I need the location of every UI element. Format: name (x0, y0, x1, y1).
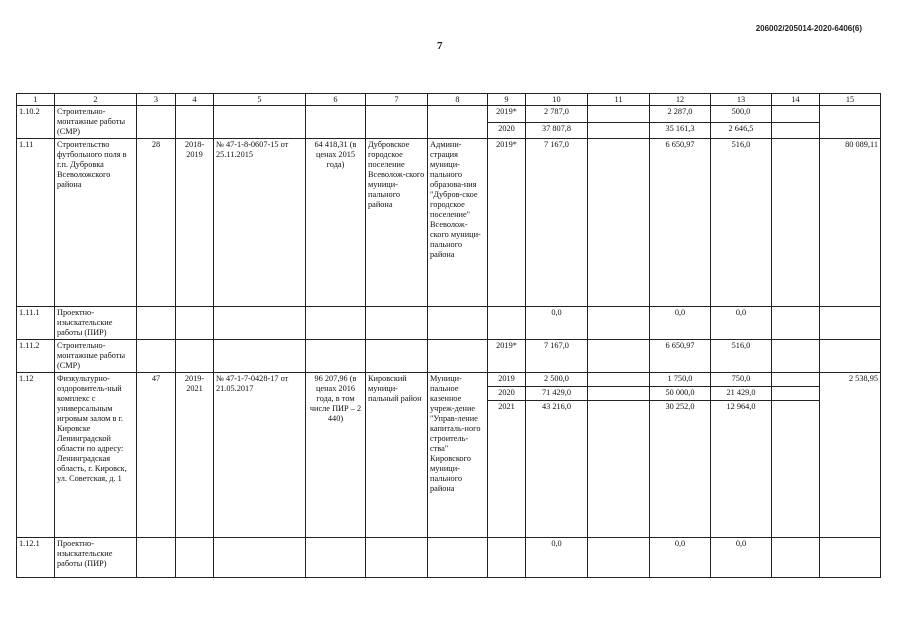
row-code: 1.11 (17, 139, 55, 307)
total-cell: 37 807,8 (526, 122, 588, 139)
local-cell: 0,0 (711, 307, 772, 340)
col-header-6: 6 (306, 94, 366, 106)
balance-cell: 80 089,11 (820, 139, 881, 307)
row-name: Строительство футбольного поля в г.п. Дубровка Всеволожского района (55, 139, 137, 307)
column-number-row (17, 94, 881, 106)
total-cell: 71 429,0 (526, 387, 588, 401)
local-cell: 500,0 (711, 106, 772, 123)
col-header-11: 11 (588, 94, 650, 106)
col-header-7: 7 (366, 94, 428, 106)
municipality-cell: Дубровское городское поселение Всеволож-ского муници-пального района (366, 139, 428, 307)
regional-cell: 50 000,0 (650, 387, 711, 401)
total-cell: 0,0 (526, 538, 588, 578)
page-number: 7 (437, 40, 443, 52)
local-cell: 750,0 (711, 373, 772, 387)
customer-cell: Муници-пальное казенное учреж-дение "Управ-ление капиталь-ного строитель-ства" Кировского муници-пального района (428, 373, 488, 538)
col-header-10: 10 (526, 94, 588, 106)
col-header-4: 4 (176, 94, 214, 106)
col-header-8: 8 (428, 94, 488, 106)
col-header-14: 14 (772, 94, 820, 106)
total-cell: 2 500,0 (526, 373, 588, 387)
cost-cell: 64 418,31 (в ценах 2015 года) (306, 139, 366, 307)
municipality-cell: Кировский муници-пальный район (366, 373, 428, 538)
regional-cell: 30 252,0 (650, 401, 711, 538)
regional-cell: 2 287,0 (650, 106, 711, 123)
local-cell: 2 646,5 (711, 122, 772, 139)
local-cell: 0,0 (711, 538, 772, 578)
row-name: Строительно-монтажные работы (СМР) (55, 340, 137, 373)
table-row (17, 106, 881, 123)
period-cell: 2018-2019 (176, 139, 214, 307)
expertise-cell: № 47-1-7-0428-17 от 21.05.2017 (214, 373, 306, 538)
customer-cell: Админи-страция муници-пального образова-ния "Дубров-ское городское поселение" Всеволож-ского муници-пального района (428, 139, 488, 307)
row-name: Проектно-изыскательские работы (ПИР) (55, 307, 137, 340)
row-code: 1.12 (17, 373, 55, 538)
col-header-1: 1 (17, 94, 55, 106)
expertise-cell: № 47-1-8-0607-15 от 25.11.2015 (214, 139, 306, 307)
period-cell: 2019-2021 (176, 373, 214, 538)
row-code: 1.10.2 (17, 106, 55, 139)
row-name: Проектно-изыскательские работы (ПИР) (55, 538, 137, 578)
capacity-cell: 28 (137, 139, 176, 307)
col-header-13: 13 (711, 94, 772, 106)
regional-cell: 35 161,3 (650, 122, 711, 139)
table-row (17, 307, 881, 340)
year-cell: 2019 (488, 373, 526, 387)
table-row (17, 373, 881, 387)
total-cell: 7 167,0 (526, 139, 588, 307)
col-header-2: 2 (55, 94, 137, 106)
regional-cell: 1 750,0 (650, 373, 711, 387)
row-name: Физкультурно-оздоровитель-ный комплекс с универсальным игровым залом в г. Кировске Ленинградской области по адресу: Ленинградская область, г. Кировск, ул. Советская, д. 1 (55, 373, 137, 538)
document-id: 206002/205014-2020-6406(6) (755, 24, 862, 33)
row-code: 1.11.1 (17, 307, 55, 340)
col-header-15: 15 (820, 94, 881, 106)
cost-cell: 96 207,96 (в ценах 2016 года, в том числе ПИР – 2 440) (306, 373, 366, 538)
total-cell: 2 787,0 (526, 106, 588, 123)
year-cell: 2021 (488, 401, 526, 538)
total-cell: 43 216,0 (526, 401, 588, 538)
year-cell: 2020 (488, 387, 526, 401)
investment-table (16, 93, 881, 578)
col-header-12: 12 (650, 94, 711, 106)
year-cell: 2019* (488, 106, 526, 123)
total-cell: 7 167,0 (526, 340, 588, 373)
table-row (17, 538, 881, 578)
year-cell: 2019* (488, 340, 526, 373)
local-cell: 516,0 (711, 340, 772, 373)
col-header-9: 9 (488, 94, 526, 106)
year-cell: 2020 (488, 122, 526, 139)
col-header-5: 5 (214, 94, 306, 106)
regional-cell: 0,0 (650, 538, 711, 578)
row-code: 1.12.1 (17, 538, 55, 578)
regional-cell: 6 650,97 (650, 340, 711, 373)
col-header-3: 3 (137, 94, 176, 106)
capacity-cell: 47 (137, 373, 176, 538)
row-name: Строительно-монтажные работы (СМР) (55, 106, 137, 139)
total-cell: 0,0 (526, 307, 588, 340)
local-cell: 21 429,0 (711, 387, 772, 401)
local-cell: 516,0 (711, 139, 772, 307)
regional-cell: 6 650,97 (650, 139, 711, 307)
regional-cell: 0,0 (650, 307, 711, 340)
local-cell: 12 964,0 (711, 401, 772, 538)
row-code: 1.11.2 (17, 340, 55, 373)
table-row (17, 340, 881, 373)
balance-cell: 2 538,95 (820, 373, 881, 538)
table-row (17, 139, 881, 307)
year-cell: 2019* (488, 139, 526, 307)
